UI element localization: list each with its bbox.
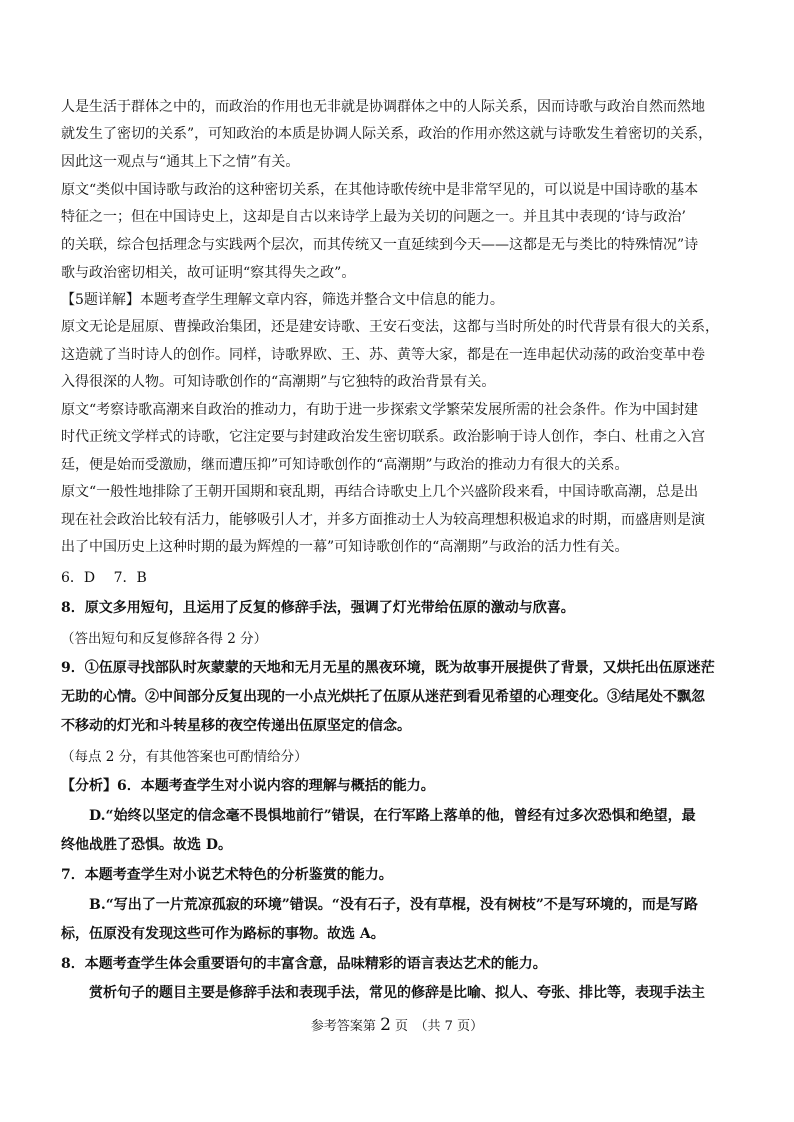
text-line: 人是生活于群体之中的，而政治的作用也无非就是协调群体之中的人际关系，因而诗歌与政治自然而然地	[61, 99, 705, 115]
scoring-note-9: （每点 2 分，有其他答案也可酌情给分）	[61, 749, 308, 765]
text-line: 标，伍原没有发现这些可作为路标的事物。故选 A。	[61, 926, 385, 942]
page-number: 2	[380, 1015, 391, 1035]
text-line: 时代正统文学样式的诗歌，它注定要与封建政治发生密切联系。政治影响于诗人创作，李白、杜甫之入宫	[61, 429, 705, 445]
text-line: 廷，便是始而受激励，继而遭压抑”可知诗歌创作的“高潮期”与政治的推动力有很大的关系。	[61, 457, 629, 473]
text-line: 出了中国历史上这种时期的最为辉煌的一幕”可知诗歌创作的“高潮期”与政治的活力性有关。	[61, 539, 629, 555]
text-line: 赏析句子的题目主要是修辞手法和表现手法，常见的修辞是比喻、拟人、夸张、排比等，表现手法主	[89, 985, 705, 1001]
text-line: 原文“一般性地排除了王朝开国期和衰乱期，再结合诗歌史上几个兴盛阶段来看，中国诗歌高潮，总是出	[61, 484, 699, 500]
text-line: B.“写出了一片荒凉孤寂的环境”错误。“没有石子，没有草棍，没有树枝”不是写环境的，而是写路	[89, 897, 698, 913]
scoring-note-8: （答出短句和反复修辞各得 2 分）	[61, 631, 268, 647]
analysis-heading-6: 【分析】6．本题考查学生对小说内容的理解与概括的能力。	[61, 778, 435, 794]
text-line: 这造就了当时诗人的创作。同样，诗歌界欧、王、苏、黄等大家，都是在一连串起伏动荡的政治变革中卷	[61, 347, 705, 363]
text-line: 入得很深的人物。可知诗歌创作的“高潮期”与它独特的政治背景有关。	[61, 374, 496, 390]
text-line: 特征之一；但在中国诗史上，这却是自古以来诗学上最为关切的问题之一。并且其中表现的‘诗与政治’	[61, 209, 686, 225]
text-line: 原文“类似中国诗歌与政治的这种密切关系，在其他诗歌传统中是非常罕见的，可以说是中国诗歌的基本	[61, 182, 699, 198]
text-line: D.“始终以坚定的信念毫不畏惧地前行”错误，在行军路上落单的他，曾经有过多次恐惧和绝望，最	[89, 808, 696, 824]
text-line: 终他战胜了恐惧。故选 D。	[61, 837, 233, 853]
text-line: 无助的心情。②中间部分反复出现的一小点光烘托了伍原从迷茫到看见希望的心理变化。③结尾处不飘忽	[61, 689, 705, 705]
text-line: 的关联，综合包括理念与实践两个层次，而其传统又一直延续到今天——这都是无与类比的特殊情况”诗	[61, 237, 699, 253]
answer-8: 8．原文多用短句，且运用了反复的修辞手法，强调了灯光带给伍原的激动与欣喜。	[61, 600, 575, 616]
footer-prefix: 参考答案第	[310, 1019, 376, 1034]
text-line: 不移动的灯光和斗转星移的夜空传递出伍原坚定的信念。	[61, 718, 411, 734]
answers-6-7: 6．D 7．B	[61, 570, 147, 586]
analysis-heading-7: 7．本题考查学生对小说艺术特色的分析鉴赏的能力。	[61, 867, 393, 883]
analysis-heading-8: 8．本题考查学生体会重要语句的丰富含意，品味精彩的语言表达艺术的能力。	[61, 956, 547, 972]
page-footer	[0, 1015, 794, 1035]
text-line: 因此这一观点与“通其上下之情”有关。	[61, 154, 300, 170]
answer-9: 9．①伍原寻找部队时灰蒙蒙的天地和无月无星的黑夜环境，既为故事开展提供了背景，又烘托出伍原迷茫	[61, 660, 715, 676]
footer-suffix: 页 （共 7 页）	[395, 1019, 484, 1034]
text-line: 原文“考察诗歌高潮来自政治的推动力，有助于进一步探索文学繁荣发展所需的社会条件。作为中国封建	[61, 402, 699, 418]
text-line: 现在社会政治比较有活力，能够吸引人才，并多方面推动士人为较高理想积极追求的时期，而盛唐则是演	[61, 512, 705, 528]
text-line: 就发生了密切的关系”，可知政治的本质是协调人际关系，政治的作用亦然这就与诗歌发生着密切的关系，	[61, 126, 713, 142]
section-heading-q5: 【5题详解】本题考查学生理解文章内容，筛选并整合文中信息的能力。	[61, 292, 504, 308]
text-line: 原文无论是屈原、曹操政治集团，还是建安诗歌、王安石变法，这都与当时所处的时代背景有很大的关系，	[61, 319, 719, 335]
text-line: 歌与政治密切相关，故可证明“察其得失之政”。	[61, 265, 356, 281]
